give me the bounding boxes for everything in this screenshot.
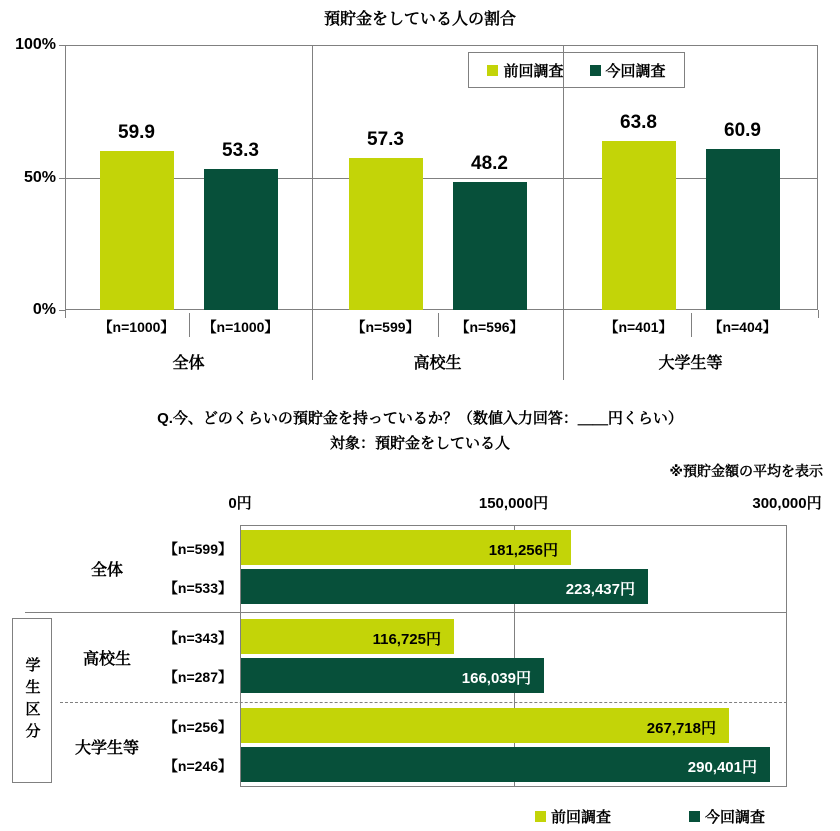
bar-n-label: 【n=599】 (351, 319, 420, 335)
bar-value-label: 223,437円 (565, 581, 635, 598)
y-axis-tick (59, 178, 65, 179)
bar-value-label: 48.2 (471, 153, 508, 175)
y-axis-tick-label: 50% (23, 168, 56, 186)
bar-n-label: 【n=401】 (604, 319, 673, 335)
x-axis-edge-tick (65, 310, 66, 318)
legend-label-previous-survey: 前回調査 (550, 809, 611, 826)
bar-current (706, 149, 780, 310)
category-label: 高校生 (82, 651, 131, 668)
bottom-chart-legend (460, 806, 840, 827)
x-axis-tick-label: 300,000円 (752, 495, 822, 512)
bar-value-label: 181,256円 (488, 542, 558, 559)
bar-current (204, 169, 278, 310)
bar-n-label: 【n=596】 (455, 319, 524, 335)
category-label: 高校生 (413, 355, 462, 372)
bar-value-label: 60.9 (724, 119, 761, 141)
bar-n-label: 【n=1000】 (202, 319, 279, 335)
bottom-chart-question-line2: 対象：預貯金をしている人 (329, 435, 510, 452)
legend-entry-current-survey (689, 806, 765, 827)
bar-n-label: 【n=256】 (163, 719, 232, 735)
bar-previous (100, 151, 174, 310)
bar-value-label: 290,401円 (687, 759, 757, 776)
bar-value-label: 53.3 (222, 139, 259, 161)
bar-previous (602, 141, 676, 310)
category-label: 大学生等 (74, 740, 139, 757)
bottom-chart-note: ※預貯金額の平均を表示 (669, 463, 823, 479)
section-separator-dashed (60, 702, 787, 703)
category-divider-line (312, 45, 313, 380)
bar-n-label: 【n=599】 (163, 541, 232, 557)
y-axis-tick (59, 45, 65, 46)
x-axis-edge-tick (818, 310, 819, 318)
current-survey-swatch-icon (689, 811, 700, 822)
x-axis-tick-label: 150,000円 (478, 495, 549, 512)
legend-entry-previous-survey (535, 806, 611, 827)
y-axis-tick-label: 100% (15, 36, 56, 53)
section-separator-solid (25, 612, 787, 613)
bottom-chart-layer (0, 400, 840, 831)
bar-value-label: 116,725円 (372, 631, 441, 648)
bar-n-label: 【n=343】 (163, 630, 232, 646)
category-label: 大学生等 (658, 355, 723, 372)
student-category-label: 学生区分 (23, 656, 41, 745)
top-chart-title: 預貯金をしている人の割合 (323, 11, 516, 28)
bar-n-label: 【n=287】 (163, 669, 232, 685)
bottom-chart-question-line1: Q.今、どのくらいの預貯金を持っているか？（数値入力回答：＿＿円くらい） (157, 410, 683, 427)
legend-label-current-survey: 今回調査 (705, 809, 766, 826)
y-axis-tick-label: 0% (32, 301, 56, 318)
category-label: 全体 (172, 355, 205, 372)
bar-previous (349, 158, 423, 310)
bar-n-label: 【n=246】 (163, 758, 232, 774)
legend-label-current-survey: 今回調査 (605, 62, 666, 80)
bar-value-label: 59.9 (118, 122, 155, 144)
category-label: 全体 (90, 562, 123, 579)
bar-value-label: 166,039円 (461, 670, 531, 687)
bar-value-label: 267,718円 (646, 720, 716, 737)
legend-label-previous-survey: 前回調査 (503, 62, 564, 80)
gridline-50pct (66, 178, 817, 179)
bar-value-label: 63.8 (620, 111, 657, 133)
bar-n-label: 【n=404】 (708, 319, 777, 335)
bar-value-label: 57.3 (367, 129, 404, 151)
previous-survey-swatch-icon (535, 811, 546, 822)
x-axis-tick-label: 0円 (228, 495, 252, 512)
bar-current (453, 182, 527, 310)
top-chart-layer (0, 0, 840, 400)
category-divider-line (563, 45, 564, 380)
bar-n-label: 【n=1000】 (98, 319, 175, 335)
bar-n-label: 【n=533】 (163, 580, 232, 596)
